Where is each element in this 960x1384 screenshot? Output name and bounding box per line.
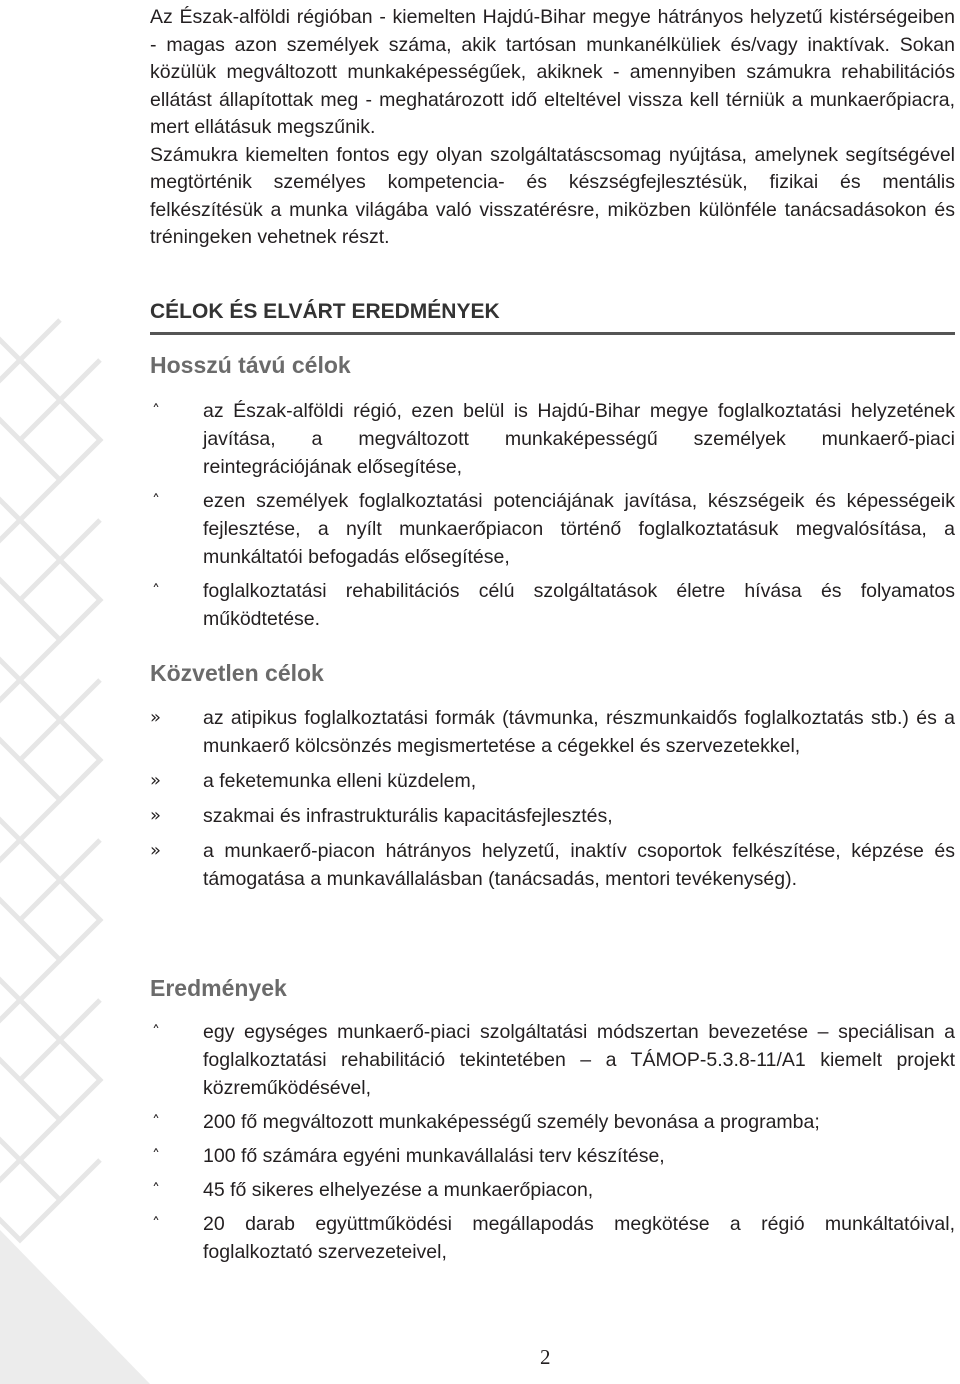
- caret-bullet-icon: ˄: [152, 1022, 160, 1041]
- page-content: [150, 0, 955, 1263]
- list-item: [150, 704, 955, 760]
- list-item-text: ezen személyek foglalkoztatási potenciájának javítása, készségeik és képességeik fejlesztése, a nyílt munkaerőpiacon történő foglalkoztatásuk megvalósítása, a munkáltatói befogadás elősegítése,: [203, 490, 955, 568]
- list-item: [150, 1176, 955, 1204]
- raquo-bullet-icon: »: [150, 770, 162, 791]
- long-term-goals-list: [150, 397, 955, 633]
- results-heading: Eredmények: [150, 975, 287, 1001]
- caret-bullet-icon: ˄: [152, 581, 160, 600]
- direct-goals-heading: Közvetlen célok: [150, 660, 324, 686]
- direct-goals-list: [150, 704, 955, 893]
- intro-paragraph-2: Számukra kiemelten fontos egy olyan szolgáltatáscsomag nyújtása, amelynek segítségével megtörténik személyes kompetencia- és készségfejlesztésük, fizikai és mentális felkészítésük a munka világába való visszatérésre, miközben különféle tanácsadásokon és tréningeken vehetnek részt.: [150, 143, 955, 248]
- list-item-text: egy egységes munkaerő-piaci szolgáltatási módszertan bevezetése – speciálisan a foglalkoztatási rehabilitáció tekintetében – a TÁMOP-5.3.8-11/A1 kiemelt projekt közreműködésével,: [203, 1021, 955, 1099]
- list-item-text: a feketemunka elleni küzdelem,: [203, 770, 477, 792]
- results-list: [150, 1018, 955, 1266]
- list-item-text: szakmai és infrastrukturális kapacitásfejlesztés,: [203, 805, 613, 827]
- list-item: [150, 1142, 955, 1170]
- caret-bullet-icon: ˄: [152, 1180, 160, 1199]
- list-item: [150, 577, 955, 633]
- intro-paragraph-1: Az Észak-alföldi régióban - kiemelten Hajdú-Bihar megye hátrányos helyzetű kistérségeiben - magas azon személyek száma, akik tartósan munkanélküliek és/vagy inaktívak. Sokan közülük megváltozott munkaképességűek, akiknek - amennyiben számukra rehabilitációs ellátást állapítottak meg - meghatározott idő elteltével vissza kell térniük a munkaerőpiacra, mert ellátásuk megszűnik.: [150, 6, 955, 138]
- list-item: [150, 1018, 955, 1102]
- section-title: CÉLOK ÉS ELVÁRT EREDMÉNYEK: [150, 300, 955, 335]
- caret-bullet-icon: ˄: [152, 491, 160, 510]
- list-item-text: foglalkoztatási rehabilitációs célú szolgáltatások életre hívása és folyamatos működtetése.: [203, 580, 955, 630]
- caret-bullet-icon: ˄: [152, 1146, 160, 1165]
- caret-bullet-icon: ˄: [152, 1112, 160, 1131]
- raquo-bullet-icon: »: [150, 840, 162, 861]
- decorative-diamond-pattern: [0, 300, 150, 1384]
- list-item-text: az Észak-alföldi régió, ezen belül is Hajdú-Bihar megye foglalkoztatási helyzetének javítása, a megváltozott munkaképességű személyek munkaerő-piaci reintegrációjának elősegítése,: [203, 400, 955, 478]
- page-number: 2: [540, 1345, 551, 1369]
- caret-bullet-icon: ˄: [152, 401, 160, 420]
- list-item: [150, 837, 955, 893]
- list-item-text: 45 fő sikeres elhelyezése a munkaerőpiacon,: [203, 1179, 594, 1201]
- list-item: [150, 767, 955, 795]
- list-item-text: az atipikus foglalkoztatási formák (távmunka, részmunkaidős foglalkoztatás stb.) és a munkaerő kölcsönzés megismertetése a cégekkel és szervezetekkel,: [203, 707, 955, 757]
- raquo-bullet-icon: »: [150, 707, 162, 728]
- list-item-text: 20 darab együttműködési megállapodás megkötése a régió munkáltatóival, foglalkoztató szervezeteivel,: [203, 1213, 955, 1263]
- caret-bullet-icon: ˄: [152, 1214, 160, 1233]
- list-item: [150, 1108, 955, 1136]
- list-item-text: 200 fő megváltozott munkaképességű személy bevonása a programba;: [203, 1111, 820, 1133]
- long-term-goals-heading: Hosszú távú célok: [150, 352, 351, 378]
- list-item: [150, 397, 955, 481]
- raquo-bullet-icon: »: [150, 805, 162, 826]
- list-item-text: 100 fő számára egyéni munkavállalási terv készítése,: [203, 1145, 665, 1167]
- list-item: [150, 1210, 955, 1266]
- intro: [150, 0, 955, 252]
- list-item: [150, 802, 955, 830]
- list-item: [150, 487, 955, 571]
- list-item-text: a munkaerő-piacon hátrányos helyzetű, inaktív csoportok felkészítése, képzése és támogatása a munkavállalásban (tanácsadás, mentori tevékenység).: [203, 840, 955, 890]
